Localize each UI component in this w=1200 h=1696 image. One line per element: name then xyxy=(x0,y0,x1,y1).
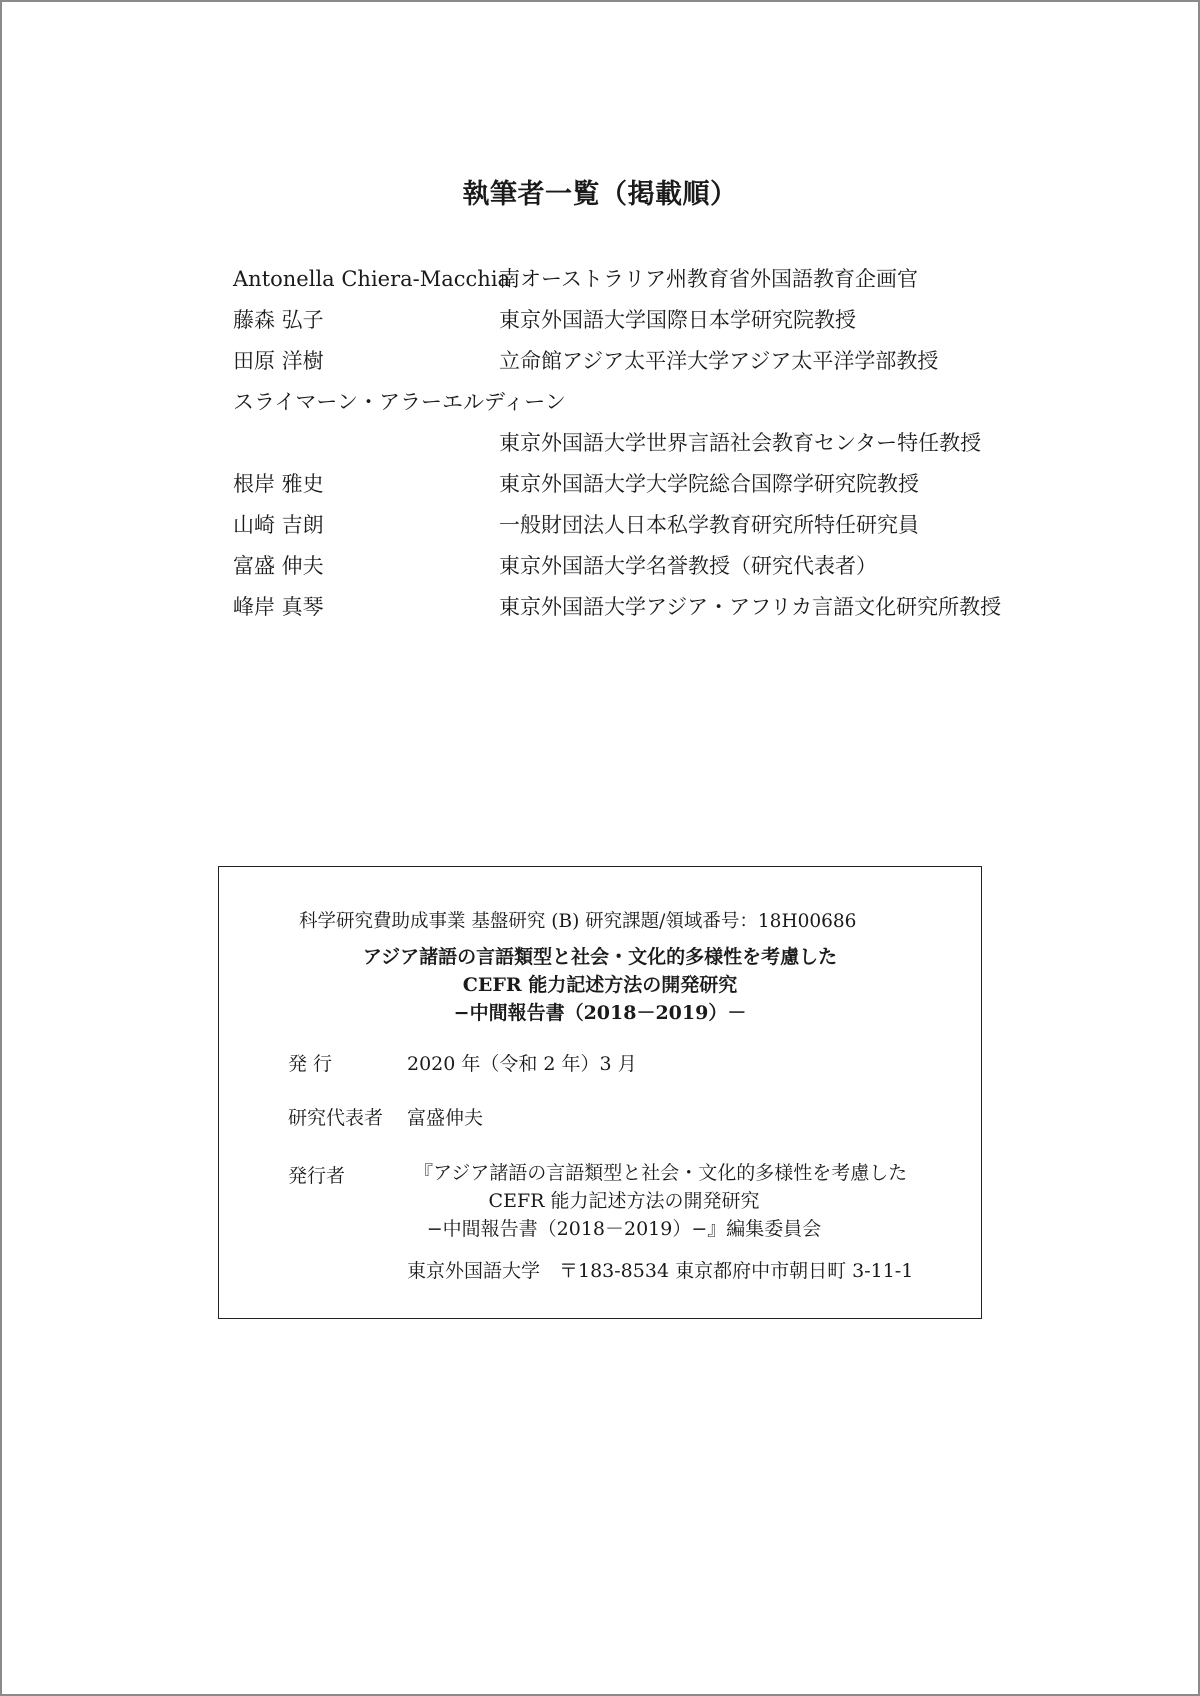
author-row xyxy=(233,262,1133,303)
representative-value: 富盛伸夫 xyxy=(407,1107,484,1129)
publisher-address: 東京外国語大学 〒183-8534 東京都府中市朝日町 3-11-1 xyxy=(407,1260,914,1282)
author-row xyxy=(233,426,1133,467)
author-affiliation: 東京外国語大学アジア・アフリカ言語文化研究所教授 xyxy=(499,595,1002,619)
author-name: 峰岸 真琴 xyxy=(233,595,324,619)
grant-line: 科学研究費助成事業 基盤研究 (B) 研究課題/領域番号：18H00686 xyxy=(299,911,857,932)
author-name: 藤森 弘子 xyxy=(233,308,324,332)
representative-label: 研究代表者 xyxy=(288,1107,384,1129)
author-name: 根岸 雅史 xyxy=(233,472,324,496)
publisher-name xyxy=(414,1159,908,1243)
publisher-line: CEFR 能力記述方法の開発研究 xyxy=(488,1190,760,1212)
author-name: 富盛 伸夫 xyxy=(233,554,324,578)
author-affiliation: 東京外国語大学国際日本学研究院教授 xyxy=(499,308,856,332)
report-title-line: CEFR 能力記述方法の開発研究 xyxy=(462,974,738,996)
author-name: 山崎 吉朗 xyxy=(233,513,324,537)
publisher-label: 発行者 xyxy=(288,1165,346,1187)
report-title-line: アジア諸語の言語類型と社会・文化的多様性を考慮した xyxy=(362,946,838,968)
issued-label: 発 行 xyxy=(288,1053,333,1075)
publisher-line: 『アジア諸語の言語類型と社会・文化的多様性を考慮した xyxy=(414,1162,908,1184)
issued-value: 2020 年（令和 2 年）3 月 xyxy=(407,1053,637,1075)
author-row xyxy=(233,590,1133,631)
publisher-line: −中間報告書（2018－2019）−』編集委員会 xyxy=(426,1218,822,1240)
colophon-box xyxy=(218,866,982,1319)
report-title xyxy=(219,943,981,1027)
author-row xyxy=(233,303,1133,344)
author-row xyxy=(233,385,1133,426)
author-row xyxy=(233,467,1133,508)
author-name: 田原 洋樹 xyxy=(233,349,324,373)
author-name: スライマーン・アラーエルディーン xyxy=(233,390,566,414)
author-list xyxy=(233,262,1133,631)
author-row xyxy=(233,508,1133,549)
author-name: Antonella Chiera-Macchia xyxy=(233,267,511,291)
author-row xyxy=(233,549,1133,590)
author-affiliation: 一般財団法人日本私学教育研究所特任研究員 xyxy=(499,513,919,537)
author-affiliation: 東京外国語大学大学院総合国際学研究院教授 xyxy=(499,472,919,496)
author-affiliation: 東京外国語大学世界言語社会教育センター特任教授 xyxy=(499,431,982,455)
page-title: 執筆者一覧（掲載順） xyxy=(462,179,738,210)
author-affiliation: 立命館アジア太平洋大学アジア太平洋学部教授 xyxy=(499,349,939,373)
author-affiliation: 南オーストラリア州教育省外国語教育企画官 xyxy=(499,267,918,291)
author-affiliation: 東京外国語大学名誉教授（研究代表者） xyxy=(499,554,877,578)
author-row xyxy=(233,344,1133,385)
report-title-line: −中間報告書（2018－2019）－ xyxy=(453,1002,747,1024)
